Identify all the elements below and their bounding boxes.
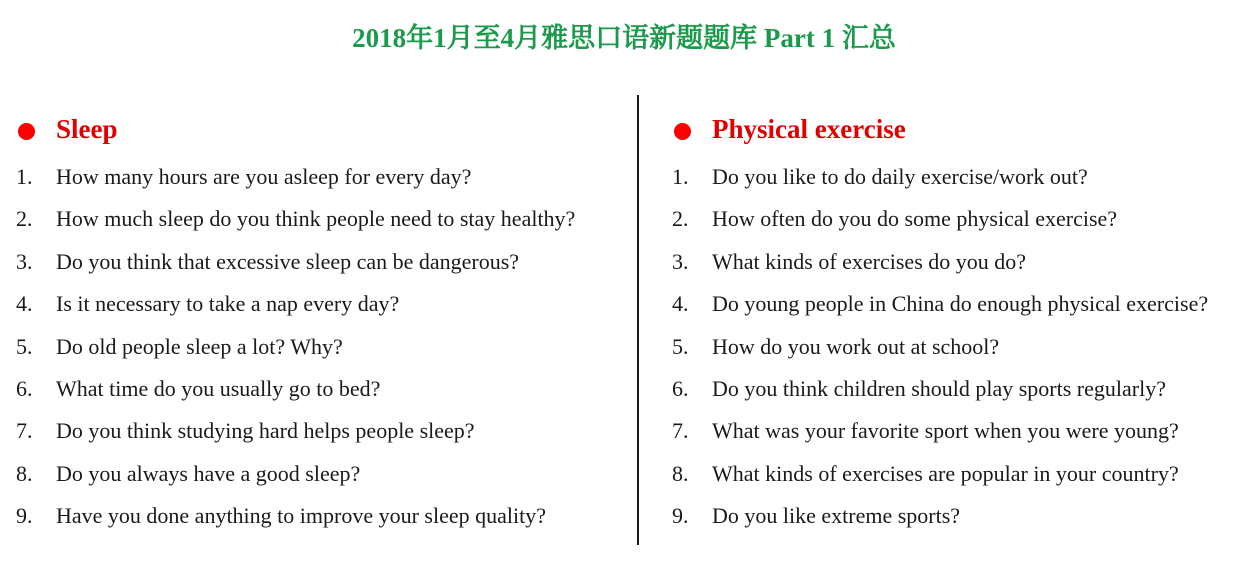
question-text: Do you think children should play sports regularly? [712,375,1166,401]
question-item [672,237,1248,279]
question-number: 4. [672,291,689,317]
question-text: Is it necessary to take a nap every day? [56,291,400,317]
question-number: 5. [672,333,689,359]
column-divider [637,95,639,545]
question-text: How many hours are you asleep for every day? [56,164,472,189]
question-list [16,152,628,534]
question-item [16,449,628,491]
question-item [16,152,628,194]
question-number: 6. [16,375,33,401]
question-number: 5. [16,333,33,359]
question-text: What was your favorite sport when you were young? [712,418,1179,444]
question-item [672,194,1248,236]
question-item [16,194,628,236]
question-item [672,279,1248,321]
bullet-dot-icon [674,123,691,140]
question-number: 6. [672,375,689,401]
bullet-dot-icon [18,123,35,140]
question-number: 3. [672,248,689,274]
question-text: How do you work out at school? [712,333,1000,359]
question-number: 7. [672,418,689,444]
question-text: Do old people sleep a lot? Why? [56,333,343,359]
question-item [672,364,1248,406]
question-text: Do you like to do daily exercise/work out? [712,164,1088,189]
question-item [16,406,628,448]
question-text: How often do you do some physical exercise? [712,206,1118,232]
question-list [672,152,1248,534]
question-text: How much sleep do you think people need to stay healthy? [56,206,576,232]
question-item [16,279,628,321]
question-text: Do you always have a good sleep? [56,460,361,486]
question-text: Do you like extreme sports? [712,503,961,529]
question-text: Have you done anything to improve your sleep quality? [56,503,546,529]
question-item [672,449,1248,491]
question-text: What time do you usually go to bed? [56,375,381,401]
question-text: What kinds of exercises are popular in your country? [712,460,1179,486]
question-item [672,322,1248,364]
question-number: 1. [16,164,33,189]
question-number: 8. [16,460,33,486]
section-sleep [16,112,628,534]
question-item [16,237,628,279]
question-number: 9. [16,503,33,529]
question-item [16,491,628,533]
question-item [16,322,628,364]
section-header [16,112,628,152]
question-item [672,406,1248,448]
question-text: Do young people in China do enough physical exercise? [712,291,1209,317]
section-physical-exercise [672,112,1248,534]
question-item [672,491,1248,533]
question-number: 1. [672,164,689,189]
section-title: Sleep [56,114,118,144]
question-text: Do you think that excessive sleep can be dangerous? [56,248,520,274]
question-text: Do you think studying hard helps people sleep? [56,418,475,444]
page-title: 2018年1月至4月雅思口语新题题库 Part 1 汇总 [352,23,896,53]
question-number: 2. [672,206,689,232]
section-title: Physical exercise [712,114,906,144]
question-number: 7. [16,418,33,444]
question-number: 8. [672,460,689,486]
question-item [672,152,1248,194]
question-number: 2. [16,206,33,232]
question-number: 9. [672,503,689,529]
section-header [672,112,1248,152]
question-number: 3. [16,248,33,274]
question-number: 4. [16,291,33,317]
question-text: What kinds of exercises do you do? [712,248,1027,274]
question-item [16,364,628,406]
